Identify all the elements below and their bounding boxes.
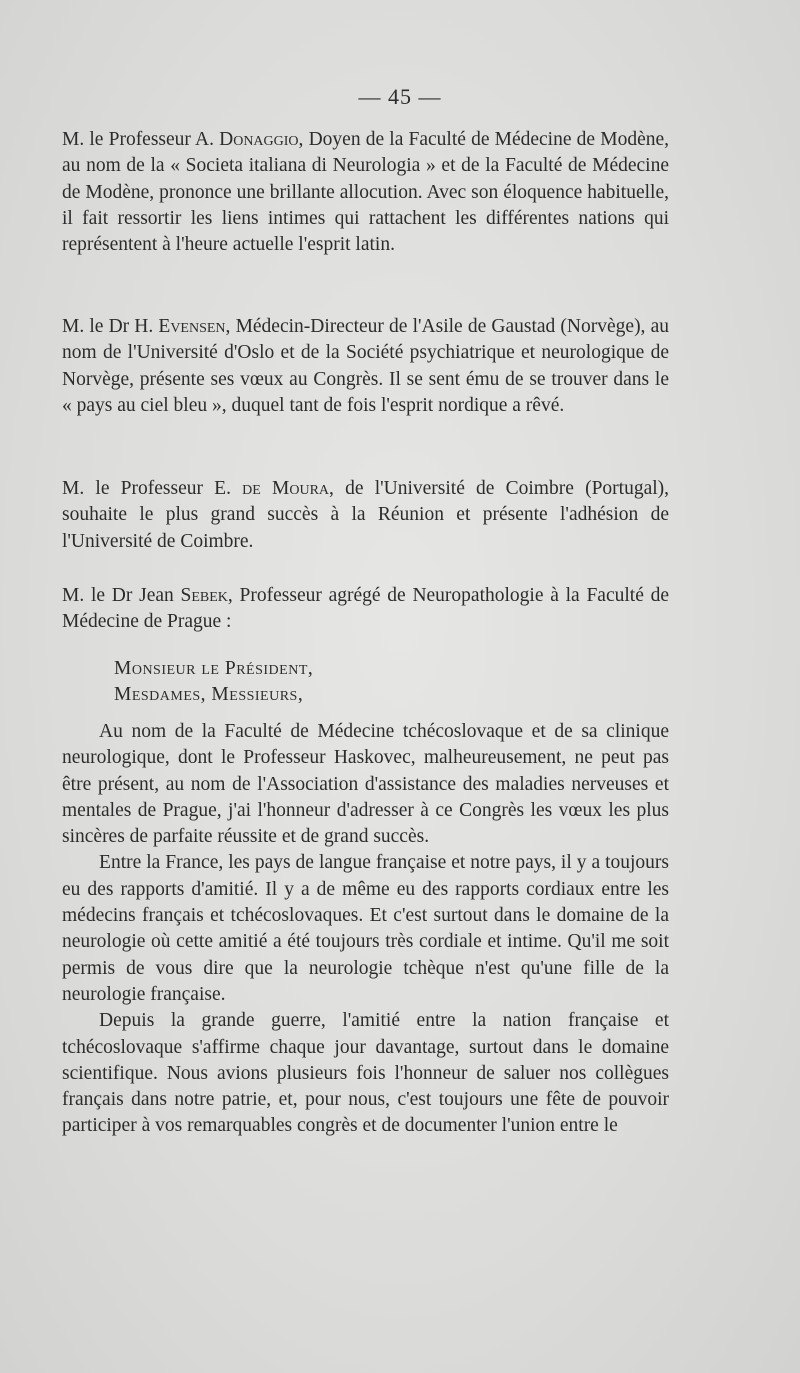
salutation [114,656,313,708]
paragraph-body: , de l'Université de Coimbre (Portugal), souhaite le plus grand succès à la Réunion et présente l'adhésion de l'Université de Coimbre. [62,478,670,552]
speaker-name: Sebek [180,585,228,606]
paragraph-text [62,314,669,419]
speaker-name: de Moura [242,478,330,499]
paragraph-body: , Doyen de la Faculté de Médecine de Modène, au nom de la « Societa italiana di Neurologia » et de la Faculté de Médecine de Modène, prononce une brillante allocution. Avec son éloquence habituelle, il fait ressortir les liens intimes qui rattachent les différentes nations qui représentent à l'heure actuelle l'esprit latin. [62,129,670,256]
speech-paragraph-1: Au nom de la Faculté de Médecine tchécoslovaque et de sa clinique neurologique, dont le Professeur Haskovec, malheureusement, ne peut pas être présent, au nom de l'Association d'assistance des maladies nerveuses et mentales de Prague, j'ai l'honneur d'adresser à ce Congrès les vœux les plus sincères de parfaite réussite et de grand succès. [62,721,669,848]
paragraph-lead: M. le Dr H. [62,316,159,337]
speaker-name: Donaggio [219,129,299,150]
speech-body [62,719,669,1140]
page-number: — 45 — [358,84,442,109]
speech-paragraph-2: Entre la France, les pays de langue française et notre pays, il y a toujours eu des rapports d'amitié. Il y a de même eu des rapports cordiaux entre les médecins français et tchécoslovaques. Et c'est surtout dans le domaine de la neurologie où cette amitié a été toujours très cordiale et intime. Qu'il me soit permis de vous dire que la neurologie tchèque n'est qu'une fille de la neurologie française. [62,852,669,1005]
paragraph-body: , Professeur agrégé de Neuropathologie à la Faculté de Médecine de Prague : [62,585,669,633]
salutation-line-1: Monsieur le Président, [114,658,314,679]
speech-paragraph-3: Depuis la grande guerre, l'amitié entre la nation française et tchécoslovaque s'affirme chaque jour davantage, surtout dans le domaine scientifique. Nous avions plusieurs fois l'honneur de saluer nos collègues français dans notre patrie, et, pour nous, c'est toujours une fête de pouvoir participer à vos remarquables congrès et de documenter l'union entre le [62,1010,669,1137]
speaker-name: Evensen [158,316,226,337]
paragraph-evensen [62,314,669,419]
salutation-line-2: Mesdames, Messieurs, [114,684,304,705]
paragraph-text [62,583,669,636]
paragraph-lead: M. le Professeur E. [62,478,243,499]
paragraph-de-moura [62,476,669,555]
paragraph-lead: M. le Dr Jean [62,585,181,606]
paragraph-text [62,476,669,555]
paragraph-body: , Médecin-Directeur de l'Asile de Gaustad (Norvège), au nom de l'Université d'Oslo et de la Société psychiatrique et neurologique de Norvège, présente ses vœux au Congrès. Il se sent ému de se trouver dans le « pays au ciel bleu », duquel tant de fois l'esprit nordique a rêvé. [62,316,669,416]
paragraph-text [62,127,669,258]
paragraph-sebek [62,583,669,636]
paragraph-donaggio [62,127,669,258]
paragraph-lead: M. le Professeur A. [62,129,220,150]
